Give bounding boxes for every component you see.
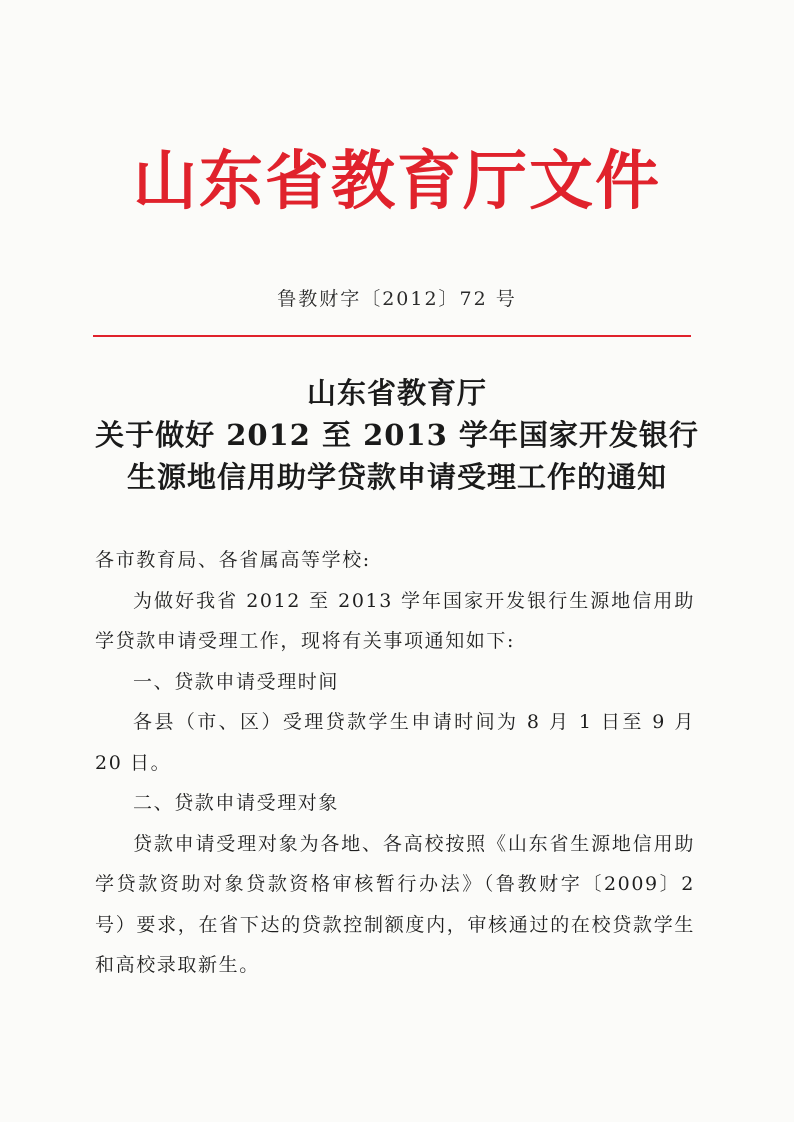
notice-title-line-3: 生源地信用助学贷款申请受理工作的通知	[126, 460, 667, 494]
red-divider-line	[93, 335, 691, 337]
section-1-paragraph: 各县（市、区）受理贷款学生申请时间为 8 月 1 日至 9 月 20 日。	[95, 711, 695, 774]
notice-title-line-1: 山东省教育厅	[306, 376, 487, 410]
document-number: 鲁教财字〔2012〕72 号	[277, 288, 517, 310]
notice-body	[95, 540, 695, 986]
notice-title	[0, 372, 794, 498]
salutation: 各市教育局、各省属高等学校:	[95, 549, 371, 571]
document-header-title: 山东省教育厅文件	[133, 144, 661, 219]
notice-title-line-2: 关于做好 2012 至 2013 学年国家开发银行	[95, 418, 699, 452]
intro-paragraph: 为做好我省 2012 至 2013 学年国家开发银行生源地信用助学贷款申请受理工作，现将有关事项通知如下:	[95, 589, 695, 652]
section-2-heading: 二、贷款申请受理对象	[133, 792, 340, 814]
section-1-heading: 一、贷款申请受理时间	[133, 670, 340, 693]
section-2-paragraph: 贷款申请受理对象为各地、各高校按照《山东省生源地信用助学贷款资助对象贷款资格审核暂行办法》（鲁教财字〔2009〕2 号）要求，在省下达的贷款控制额度内，审核通过的在校贷款学生和高校录取新生。	[95, 832, 695, 976]
